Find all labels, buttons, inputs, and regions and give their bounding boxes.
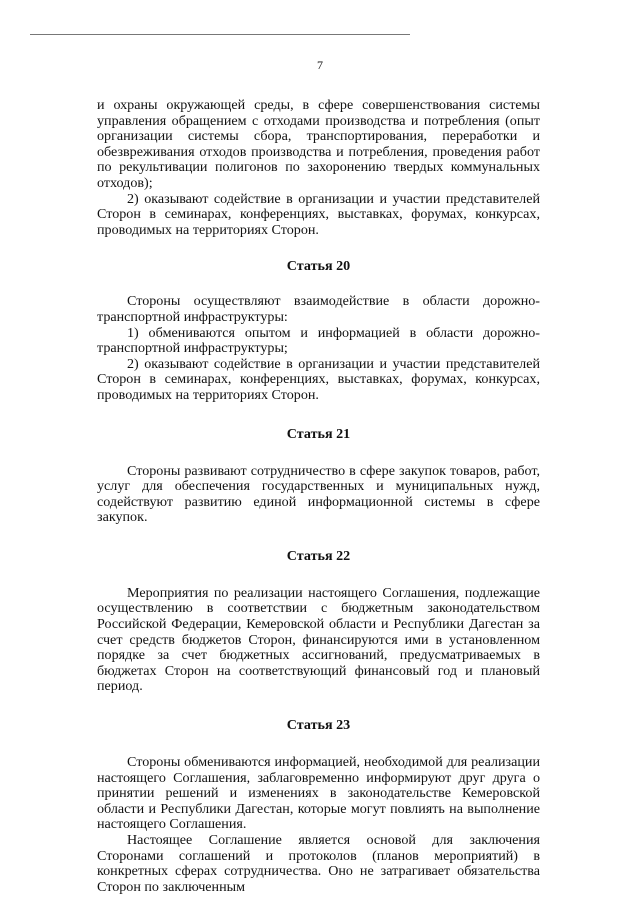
paragraph: Стороны обмениваются информацией, необходимой для реализации настоящего Соглашения, заблаговременно информируют друг друга о принятии решений и изменениях в законодательстве Кемеровской области и Республики Дагестан, которые могут повлиять на выполнение настоящего Соглашения.: [97, 754, 540, 833]
paragraph: Настоящее Соглашение является основой для заключения Сторонами соглашений и протоколов (планов мероприятий) в конкретных сферах сотрудничества. Оно не затрагивает обязательства Сторон по заключенным: [97, 832, 540, 895]
paragraph: Стороны осуществляют взаимодействие в области дорожно-транспортной инфраструктуры:: [97, 293, 540, 325]
paragraph: 1) обмениваются опытом и информацией в области дорожно-транспортной инфраструктуры;: [97, 324, 540, 357]
article-heading: Статья 21: [286, 425, 351, 442]
document-body: [97, 98, 540, 895]
article-heading: Статья 23: [286, 717, 351, 734]
article-heading: Статья 22: [286, 547, 351, 564]
article-heading: Статья 20: [286, 258, 351, 275]
paragraph: 2) оказывают содействие в организации и участии представителей Сторон в семинарах, конференциях, выставках, форумах, конкурсах, проводимых на территориях Сторон.: [97, 190, 540, 238]
paragraph: Стороны развивают сотрудничество в сфере закупок товаров, работ, услуг для обеспечения государственных и муниципальных нужд, содействуют развитию единой информационной системы в сфере закупок.: [97, 462, 540, 526]
paragraph: 2) оказывают содействие в организации и участии представителей Сторон в семинарах, конференциях, выставках, форумах, конкурсах, проводимых на территориях Сторон.: [97, 355, 540, 403]
paragraph: и охраны окружающей среды, в сфере совершенствования системы управления обращением с отходами производства и потребления (опыт организации системы сбора, транспортирования, переработки и обезвреживания отходов производства и потребления, проведения работ по рекультивации полигонов по захоронению твердых коммунальных отходов);: [97, 97, 540, 191]
header-rule: [30, 34, 410, 35]
page-number: 7: [317, 58, 323, 72]
paragraph: Мероприятия по реализации настоящего Соглашения, подлежащие осуществлению в соответствии с бюджетным законодательством Российской Федерации, Кемеровской области и Республики Дагестан за счет средств бюджетов Сторон, финансируются ими в установленном порядке за счет бюджетных ассигнований, предусматриваемых в бюджетах Сторон на соответствующий финансовый год и плановый период.: [97, 584, 540, 695]
